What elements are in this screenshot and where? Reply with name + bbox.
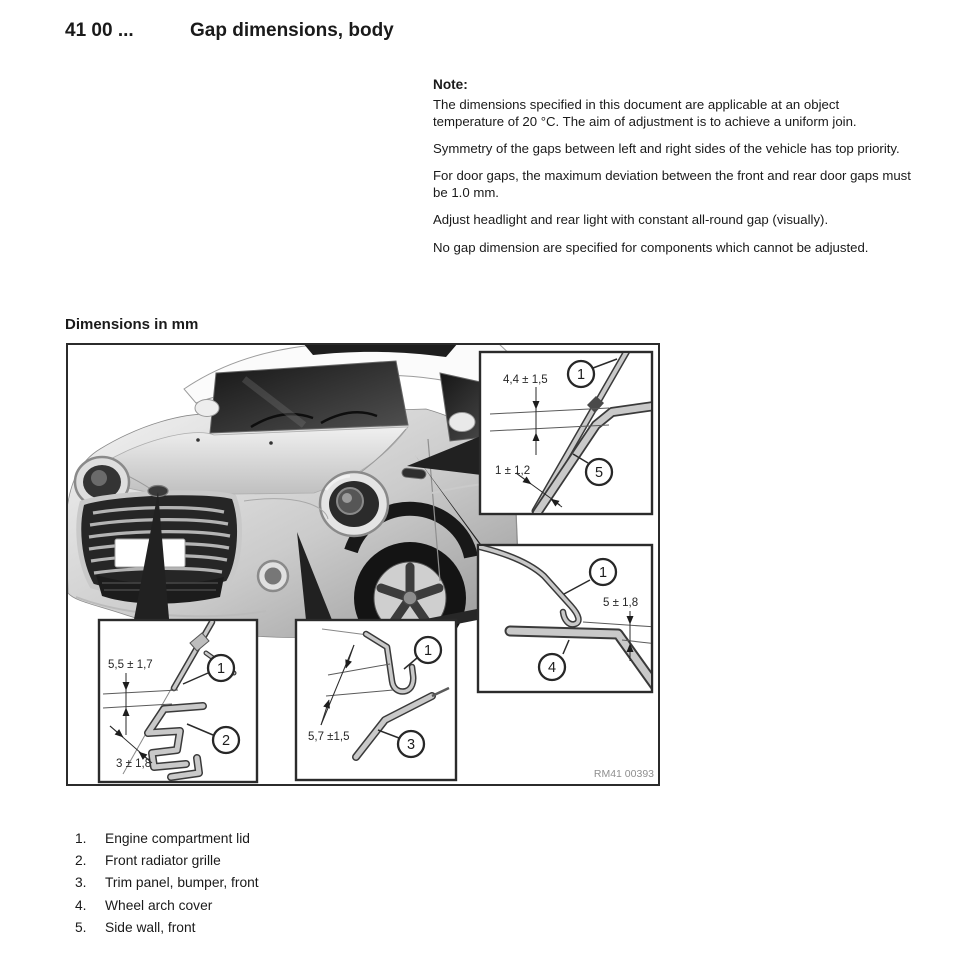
right-mirror — [449, 413, 475, 432]
legend-item — [75, 894, 259, 916]
note-block — [433, 76, 913, 266]
note-heading: Note: — [433, 77, 468, 92]
dim-label-bumper: 5,7 ±1,5 — [308, 731, 350, 743]
section-code: 41 00 ... — [65, 20, 134, 41]
dim-label-wheelarch: 5 ± 1,8 — [603, 597, 639, 609]
note-paragraph: No gap dimension are specified for components which cannot be adjusted. — [433, 239, 869, 255]
ref-number: 5 — [594, 465, 604, 481]
legend-label: Side wall, front — [105, 920, 196, 936]
dim-label-grille-bottom: 3 ± 1,8 — [116, 758, 152, 770]
ref-number: 1 — [423, 643, 433, 659]
ref-number: 1 — [576, 367, 586, 383]
ref-number: 3 — [406, 737, 416, 753]
door-handle — [402, 468, 427, 479]
note-paragraph: Symmetry of the gaps between left and right sides of the vehicle has top priority. — [433, 140, 900, 156]
ref-number: 1 — [216, 661, 226, 677]
legend-item — [75, 827, 259, 849]
legend-item — [75, 917, 259, 939]
page-header — [65, 20, 394, 42]
figure-heading: Dimensions in mm — [65, 316, 199, 333]
page-title: Gap dimensions, body — [190, 20, 394, 41]
gap-dimensions-figure — [66, 343, 660, 786]
car-illustration — [66, 343, 518, 654]
legend-number: 5. — [75, 920, 87, 936]
dim-label-sidewall-top: 4,4 ± 1,5 — [503, 374, 548, 386]
legend-item — [75, 872, 259, 894]
legend-label: Front radiator grille — [105, 853, 221, 869]
legend-list — [75, 827, 259, 939]
figure-image-code: RM41 00393 — [593, 768, 654, 780]
ref-number: 1 — [598, 565, 608, 581]
legend-item — [75, 849, 259, 871]
legend-number: 2. — [75, 853, 87, 869]
ref-number: 2 — [221, 733, 231, 749]
dim-label-grille-top: 5,5 ± 1,7 — [108, 659, 153, 671]
legend-number: 3. — [75, 875, 87, 891]
note-paragraph: Adjust headlight and rear light with constant all-round gap (visually). — [433, 212, 829, 228]
legend-label: Trim panel, bumper, front — [105, 875, 259, 891]
right-headlight — [320, 472, 388, 536]
legend-label: Wheel arch cover — [105, 897, 213, 913]
legend-label: Engine compartment lid — [105, 830, 250, 846]
left-mirror — [195, 400, 219, 417]
figure-svg — [66, 343, 660, 786]
dim-label-sidewall-bottom: 1 ± 1,2 — [495, 465, 531, 477]
note-paragraph: The dimensions specified in this document are applicable at an object temperature of 20 °C. The aim of adjustment is to achieve a uniform join. — [433, 96, 857, 129]
windshield — [210, 361, 408, 433]
ref-number: 4 — [547, 660, 557, 676]
legend-number: 1. — [75, 830, 87, 846]
legend-number: 4. — [75, 897, 87, 913]
note-paragraph: For door gaps, the maximum deviation between the front and rear door gaps must be 1.0 mm. — [433, 168, 911, 201]
